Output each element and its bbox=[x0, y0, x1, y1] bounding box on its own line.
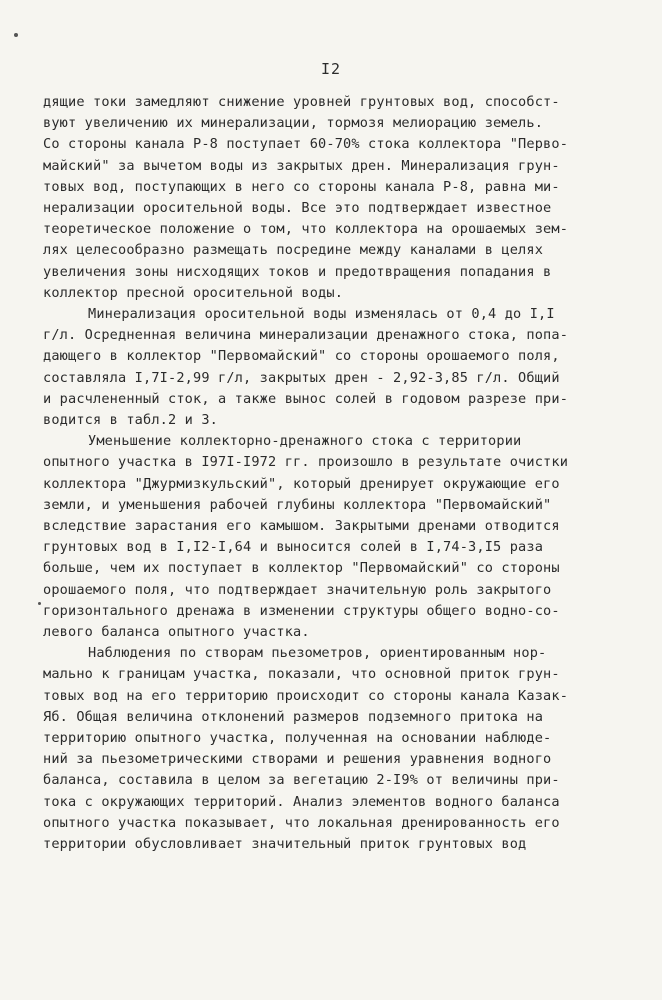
text-line: дающего в коллектор "Первомайский" со стороны орошаемого поля, bbox=[43, 348, 560, 365]
text-line: опытного участка показывает, что локальная дренированность его bbox=[43, 814, 560, 831]
text-line: орошаемого поля, что подтверждает значительную роль закрытого bbox=[43, 581, 552, 598]
text-line: г/л. Осредненная величина минерализации дренажного стока, попа- bbox=[43, 327, 569, 344]
text-line: и расчлененный сток, а также вынос солей в годовом разрезе при- bbox=[43, 390, 569, 407]
text-line: вуют увеличению их минерализации, тормозя мелиорацию земель. bbox=[43, 115, 544, 132]
text-line: горизонтального дренажа в изменении структуры общего водно-со- bbox=[43, 602, 560, 619]
text-line: Яб. Общая величина отклонений размеров подземного притока на bbox=[43, 708, 544, 725]
text-line: майский" за вычетом воды из закрытых дрен. Минерализация грун- bbox=[43, 157, 560, 174]
text-line: территорию опытного участка, полученная на основании наблюде- bbox=[43, 730, 552, 746]
scan-speck bbox=[38, 602, 41, 605]
page-number: I2 bbox=[320, 60, 342, 78]
text-line: больше, чем их поступает в коллектор "Первомайский" со стороны bbox=[43, 560, 560, 577]
text-line: опытного участка в I97I-I972 гг. произошло в результате очистки bbox=[43, 454, 569, 471]
text-line: увеличения зоны нисходящих токов и предотвращения попадания в bbox=[43, 263, 552, 280]
text-line: товых вод, поступающих в него со стороны канала Р-8, равна ми- bbox=[43, 178, 560, 195]
text-line: лях целесообразно размещать посредине между каналами в целях bbox=[43, 242, 544, 259]
text-line: составляла I,7I-2,99 г/л, закрытых дрен - 2,92-3,85 г/л. Общий bbox=[43, 369, 560, 386]
text-line: дящие токи замедляют снижение уровней грунтовых вод, способст- bbox=[43, 94, 560, 110]
text-line: земли, и уменьшения рабочей глубины коллектора "Первомайский" bbox=[43, 496, 552, 513]
text-line: Со стороны канала Р-8 поступает 60-70% стока коллектора "Перво- bbox=[43, 136, 569, 153]
text-line: тока с окружающих территорий. Анализ элементов водного баланса bbox=[43, 793, 560, 810]
text-line: левого баланса опытного участка. bbox=[43, 624, 310, 640]
text-line: баланса, составила в целом за вегетацию 2-I9% от величины при- bbox=[43, 772, 560, 789]
text-line: грунтовых вод в I,I2-I,64 и выносится солей в I,74-3,I5 раза bbox=[43, 539, 544, 556]
text-line: мально к границам участка, показали, что основной приток грун- bbox=[43, 666, 560, 683]
text-line: коллектора "Джурмизкульский", который дренирует окружающие его bbox=[43, 475, 560, 492]
text-line: Наблюдения по створам пьезометров, ориентированным нор- bbox=[88, 645, 547, 662]
text-line: вследствие зарастания его камышом. Закрытыми дренами отводится bbox=[43, 518, 560, 534]
text-line: теоретическое положение о том, что коллектора на орошаемых зем- bbox=[43, 221, 569, 238]
text-line: водится в табл.2 и 3. bbox=[43, 412, 219, 428]
text-line: товых вод на его территорию происходит со стороны канала Казак- bbox=[43, 687, 569, 704]
text-line: территории обусловливает значительный приток грунтовых вод bbox=[43, 836, 527, 852]
text-line: Минерализация оросительной воды изменялась от 0,4 до I,I bbox=[88, 306, 555, 322]
scan-speck bbox=[14, 33, 18, 37]
text-line: нерализации оросительной воды. Все это подтверждает известное bbox=[43, 200, 552, 216]
text-line: Уменьшение коллекторно-дренажного стока с территории bbox=[88, 433, 522, 450]
text-line: коллектор пресной оросительной воды. bbox=[43, 284, 344, 301]
text-line: ний за пьезометрическими створами и решения уравнения водного bbox=[43, 751, 552, 768]
